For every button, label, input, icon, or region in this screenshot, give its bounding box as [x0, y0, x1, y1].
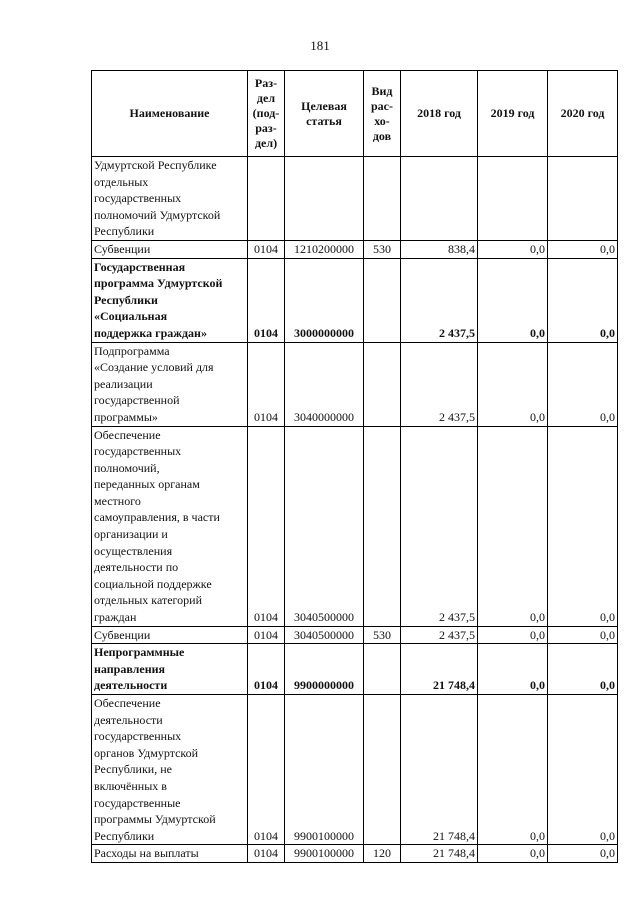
page-number: 181 — [310, 38, 330, 53]
row-2020: 0,0 — [548, 240, 618, 258]
row-2018: 21 748,4 — [401, 644, 478, 695]
table-row — [92, 258, 618, 342]
row-name: Обеспечение деятельности государственных органов Удмуртской Республики, не включённых в государственные программы Удмуртской Республики — [92, 695, 248, 845]
header-expense: Вид рас- хо- дов — [364, 71, 401, 157]
table-row — [92, 626, 618, 644]
row-section: 0104 — [248, 695, 285, 845]
header-2018: 2018 год — [401, 71, 478, 157]
row-2019: 0,0 — [478, 626, 548, 644]
row-name: Удмуртской Республике отдельных государственных полномочий Удмуртской Республики — [92, 157, 248, 241]
row-section: 0104 — [248, 342, 285, 426]
row-target: 9900100000 — [285, 695, 364, 845]
row-section: 0104 — [248, 258, 285, 342]
row-expense — [364, 695, 401, 845]
row-section: 0104 — [248, 426, 285, 626]
header-2020: 2020 год — [548, 71, 618, 157]
row-name: Субвенции — [92, 240, 248, 258]
row-expense — [364, 644, 401, 695]
row-2019: 0,0 — [478, 845, 548, 863]
row-expense — [364, 157, 401, 241]
budget-table — [91, 70, 618, 863]
table-row — [92, 644, 618, 695]
row-2020: 0,0 — [548, 695, 618, 845]
row-2018: 2 437,5 — [401, 626, 478, 644]
row-2018: 838,4 — [401, 240, 478, 258]
table-row — [92, 157, 618, 241]
table-row — [92, 845, 618, 863]
row-target: 3040000000 — [285, 342, 364, 426]
row-2020: 0,0 — [548, 626, 618, 644]
row-target: 3040500000 — [285, 426, 364, 626]
row-2020: 0,0 — [548, 342, 618, 426]
row-section: 0104 — [248, 626, 285, 644]
row-expense: 530 — [364, 626, 401, 644]
row-target: 9900100000 — [285, 845, 364, 863]
header-section: Раз- дел (под- раз- дел) — [248, 71, 285, 157]
row-2019: 0,0 — [478, 695, 548, 845]
row-2020: 0,0 — [548, 426, 618, 626]
table-row — [92, 695, 618, 845]
row-2018: 2 437,5 — [401, 258, 478, 342]
row-target: 9900000000 — [285, 644, 364, 695]
row-2019: 0,0 — [478, 426, 548, 626]
row-2020: 0,0 — [548, 644, 618, 695]
row-2018: 21 748,4 — [401, 845, 478, 863]
row-2018: 21 748,4 — [401, 695, 478, 845]
row-section: 0104 — [248, 644, 285, 695]
row-expense: 530 — [364, 240, 401, 258]
row-name: Обеспечение государственных полномочий, переданных органам местного самоуправления, в части организации и осуществления деятельности по социальной поддержке отдельных категорий граждан — [92, 426, 248, 626]
row-2019: 0,0 — [478, 258, 548, 342]
table-body — [92, 157, 618, 863]
table-row — [92, 342, 618, 426]
row-2019: 0,0 — [478, 240, 548, 258]
row-section: 0104 — [248, 240, 285, 258]
row-2018 — [401, 157, 478, 241]
row-expense — [364, 426, 401, 626]
row-2020: 0,0 — [548, 258, 618, 342]
row-section: 0104 — [248, 845, 285, 863]
row-target: 1210200000 — [285, 240, 364, 258]
table-row — [92, 240, 618, 258]
row-target: 3000000000 — [285, 258, 364, 342]
header-2019: 2019 год — [478, 71, 548, 157]
row-target — [285, 157, 364, 241]
header-name: Наименование — [92, 71, 248, 157]
table-row — [92, 426, 618, 626]
table-header-row — [92, 71, 618, 157]
row-2020 — [548, 157, 618, 241]
row-expense — [364, 342, 401, 426]
row-2019: 0,0 — [478, 644, 548, 695]
row-expense — [364, 258, 401, 342]
row-name: Расходы на выплаты — [92, 845, 248, 863]
row-2018: 2 437,5 — [401, 426, 478, 626]
row-2020: 0,0 — [548, 845, 618, 863]
row-expense: 120 — [364, 845, 401, 863]
row-target: 3040500000 — [285, 626, 364, 644]
row-name: Субвенции — [92, 626, 248, 644]
row-2019 — [478, 157, 548, 241]
row-2018: 2 437,5 — [401, 342, 478, 426]
row-name: Государственная программа Удмуртской Республики «Социальная поддержка граждан» — [92, 258, 248, 342]
row-name: Подпрограмма «Создание условий для реализации государственной программы» — [92, 342, 248, 426]
header-target: Целевая статья — [285, 71, 364, 157]
row-name: Непрограммные направления деятельности — [92, 644, 248, 695]
row-section — [248, 157, 285, 241]
row-2019: 0,0 — [478, 342, 548, 426]
